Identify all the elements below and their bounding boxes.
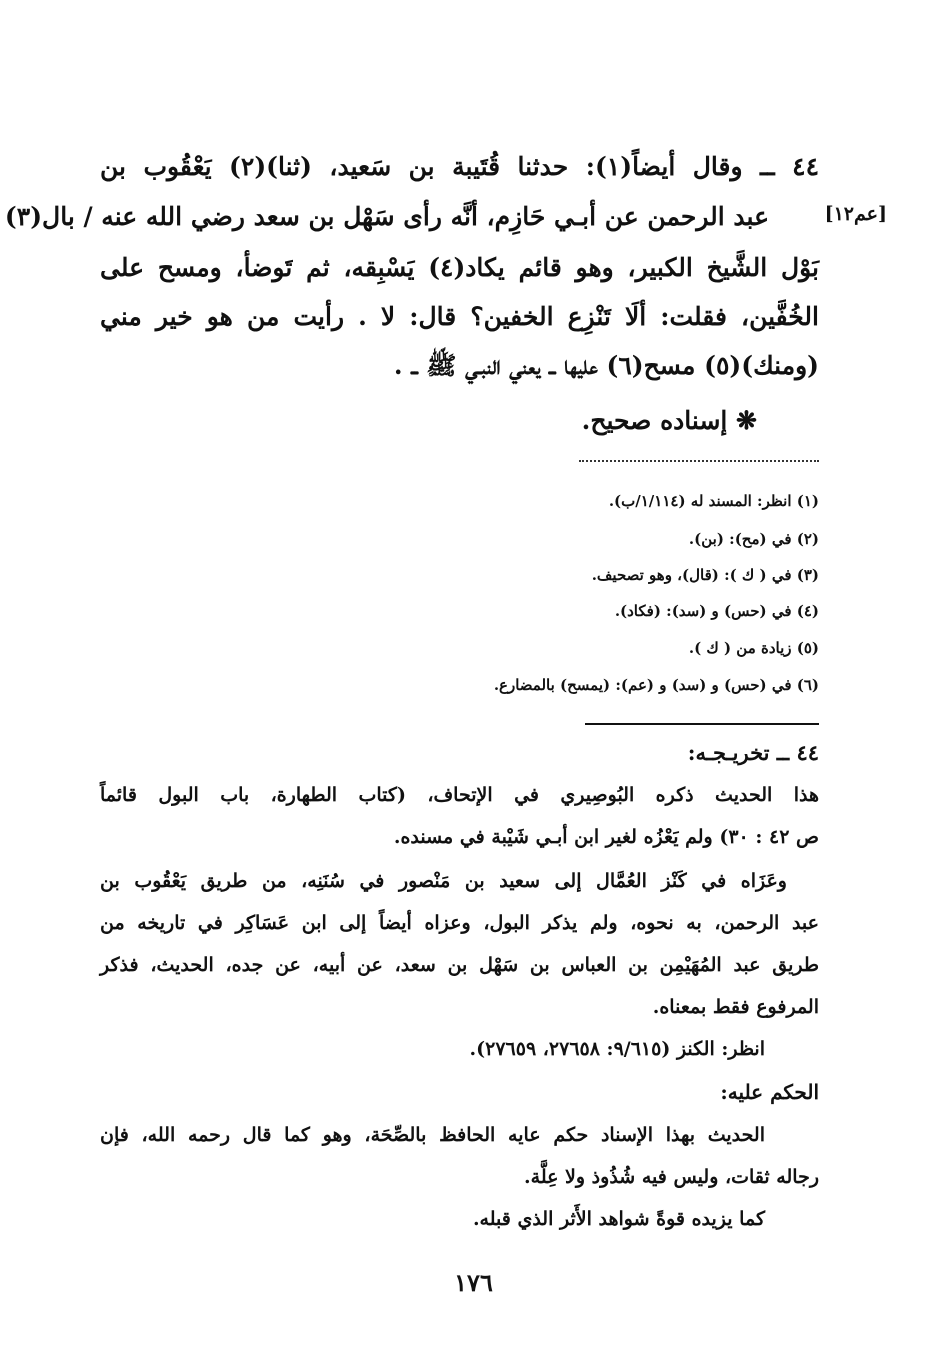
hadith-line-2: عبد الرحمن عن أبـي حَازِم، أنَّه رأى سَهْل بن سعد رضي الله عنه / بال(٣) [4,202,769,231]
hadith-line-4: الخُفَّين، فقلت: ألَا تَنْزِع الخفين؟ قال: لا . رأيت من هو خير مني [100,302,819,331]
hukm-line-1: الحديث بهذا الإسناد حكم عايه الحافظ بالصِّحَة، وهو كما قال رحمه الله، فإن [100,1124,765,1146]
hukm-line-2: رجاله ثقات، وليس فيه شُذُوذ ولا عِلَّة. [524,1166,819,1188]
takhrij-line-6: المرفوع فقط بمعناه. [652,996,819,1018]
isnad-verdict: ❋ إسناده صحيح. [581,406,757,435]
takhrij-line-2: ص ٤٢ : ٣٠) ولم يَعْزُه لغير ابن أبـي شَيْبة في مسنده. [393,826,819,848]
hadith-line-3: بَوْل الشَّيخ الكبير، وهو قائم يكاد(٤) يَسْبِقه، ثم تَوضأ، ومسح على [100,253,819,282]
takhrij-line-3: وعَزَاه في كَنْز العُمَّال إلى سعيد بن مَنْصور في سُنَنِه، من طريق يَعْقُوب بن [100,870,787,892]
footnote-5: (٥) زيادة من ( ك ). [688,639,819,657]
hukm-line-3: كما يزيده قوةً شواهد الأَثر الذي قبله. [472,1208,765,1230]
footnote-1: (١) انظر: المسند له (١/١١٤/ب). [608,492,819,510]
footnote-6: (٦) في (حس) و (سد) و (عم): (يمسح) بالمضارع. [493,676,819,694]
takhrij-line-5: طريق عبد المُهَيْمِن بن العباس بن سَهْل بن سعد، عن أبيه، عن جده، الحديث، فذكر [100,954,819,976]
hadith-line-5: (ومنك)(٥) مسح(٦) عليها ــ يعني النبـي ﷺ ــ . [393,351,819,380]
margin-note: [عم١٢] [824,203,887,225]
takhrij-line-1: هذا الحديث ذكره البُوصِيري في الإتحاف، (كتاب الطهارة، باب البول قائماً [100,784,819,806]
page-number: ١٧٦ [454,1268,493,1297]
footnote-4: (٤) في (حس) و (سد): (فكاد). [614,602,819,620]
hukm-heading: الحكم عليه: [720,1080,819,1104]
section-separator [585,723,819,725]
footnote-divider [579,460,819,462]
footnote-2: (٢) في (مح): (بن). [688,530,819,548]
takhrij-line-7: انظر: الكنز (٩/٦١٥: ٢٧٦٥٨، ٢٧٦٥٩). [469,1038,765,1060]
footnote-3: (٣) في ( ك ): (قال)، وهو تصحيف. [591,566,819,584]
takhrij-heading: ٤٤ ــ تخريـجـه: [687,740,819,765]
takhrij-line-4: عبد الرحمن، به نحوه، ولم يذكر البول، وعزاه أيضاً إلى ابن عَسَاكِر في تاريخه من [100,912,819,934]
hadith-line-1: ٤٤ ــ وقال أيضاً(١): حدثنا قُتَيبة بن سَعيد، (ثنا)(٢) يَعْقُوب بن [100,152,820,181]
